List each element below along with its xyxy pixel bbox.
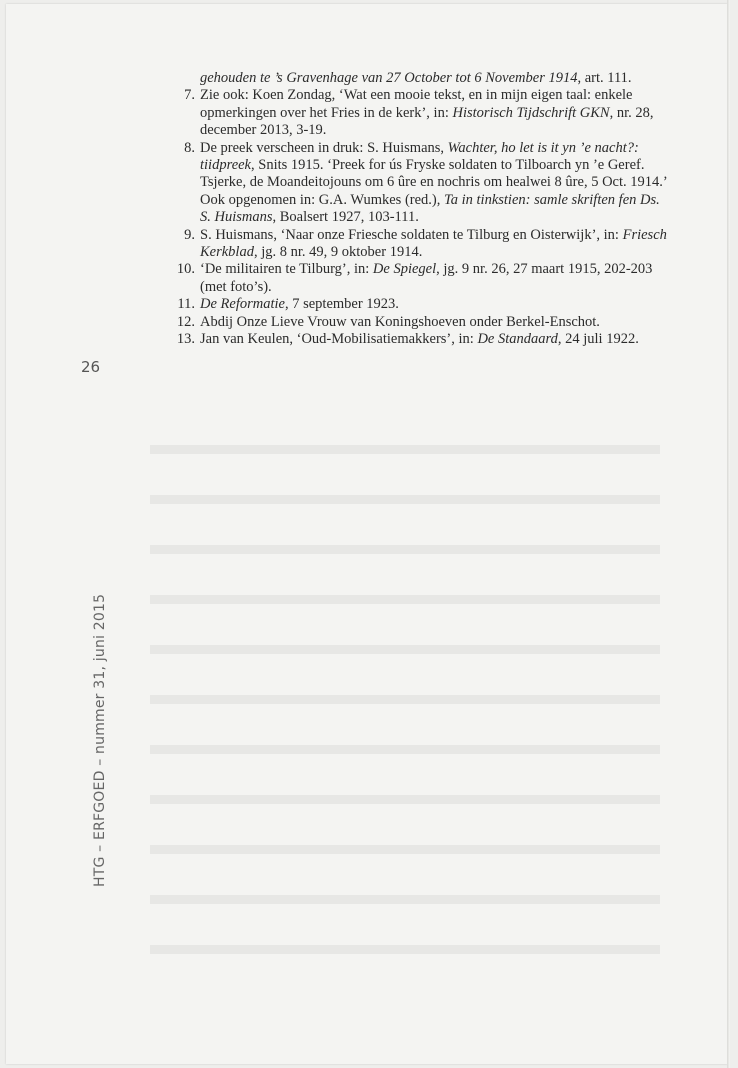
endnote — [170, 261, 670, 296]
endnote-text: Abdij Onze Lieve Vrouw van Koningshoeven onder Berkel-Enschot. — [200, 313, 600, 330]
endnote-number: 8. — [184, 139, 195, 156]
running-head: HTG – ERFGOED – nummer 31, juni 2015 — [92, 593, 108, 887]
endnote-text: De preek verscheen in druk: S. Huismans, — [200, 139, 448, 156]
bleed-through-line — [150, 745, 660, 754]
bleed-through-line — [150, 895, 660, 904]
bleed-through-line — [150, 645, 660, 654]
endnote-title-italic: Wachter, ho let is it yn ’e nacht?: tiidpreek — [200, 139, 639, 174]
endnote-text: , jg. 8 nr. 49, 9 oktober 1914. — [253, 244, 423, 261]
endnote-text: , Snits 1915. ‘Preek for ús Fryske soldaten to Tilboarch yn ’e Geref. Tsjerke, de Moandeitojouns om 6 ûre en nochris om healwei 8 ûre, 5 Oct. 1914.’ Ook opgenomen in: G.A. Wumkes (red.), — [200, 157, 667, 208]
endnotes-list — [170, 70, 670, 349]
endnote-title-italic: Friesch Kerkblad — [200, 226, 667, 261]
endnote-number: 7. — [184, 87, 195, 104]
endnote-text: , 24 juli 1922. — [557, 331, 639, 348]
endnote — [170, 140, 670, 227]
endnote-title-italic: Ta in tinkstien: samle skriften fen Ds. S. Huismans — [200, 191, 660, 226]
endnote-text: , 7 september 1923. — [284, 296, 399, 313]
bleed-through-line — [150, 595, 660, 604]
endnote-text: , Boalsert 1927, 103-111. — [272, 209, 419, 226]
endnote-title-italic: De Reformatie — [200, 296, 285, 313]
bleed-through-line — [150, 545, 660, 554]
endnote-text: S. Huismans, ‘Naar onze Friesche soldaten te Tilburg en Oisterwijk’, in: — [200, 226, 623, 243]
endnote-title-italic: De Standaard — [477, 331, 558, 348]
endnote-text: , jg. 9 nr. 26, 27 maart 1915, 202-203 (met foto’s). — [200, 261, 653, 295]
endnote-number: 13. — [176, 331, 195, 348]
endnote — [170, 296, 670, 313]
page-fold-edge — [727, 0, 730, 1068]
bleed-through-line — [150, 495, 660, 504]
endnote-text: Jan van Keulen, ‘Oud-Mobilisatiemakkers’, in: — [200, 331, 478, 348]
endnote-number: 11. — [177, 296, 195, 313]
page-number: 26 — [81, 358, 101, 376]
endnote-text: , art. 111. — [577, 70, 632, 86]
endnote-text: Zie ook: Koen Zondag, ‘Wat een mooie tekst, en in mijn eigen taal: enkele opmerkingen over het Fries in de kerk’, in: — [200, 87, 633, 121]
endnote-title-italic: gehouden te ’s Gravenhage van 27 October tot 6 November 1914 — [200, 70, 578, 86]
bleed-through-line — [150, 795, 660, 804]
endnote — [170, 331, 670, 348]
endnote-text: , nr. 28, december 2013, 3-19. — [200, 104, 654, 139]
endnote — [170, 87, 670, 139]
endnote-title-italic: Historisch Tijdschrift GKN — [452, 104, 610, 121]
endnote-text: ‘De militairen te Tilburg’, in: — [200, 261, 373, 278]
bleed-through-line — [150, 845, 660, 854]
endnote-number: 12. — [176, 313, 195, 330]
endnote — [170, 70, 670, 87]
bleed-through-line — [150, 445, 660, 454]
endnote-number: 10. — [176, 261, 195, 278]
bleed-through-line — [150, 695, 660, 704]
endnote-title-italic: De Spiegel — [372, 261, 437, 278]
endnote — [170, 227, 670, 262]
endnote-number: 9. — [184, 226, 195, 243]
bleed-through-line — [150, 945, 660, 954]
endnote — [170, 314, 670, 331]
